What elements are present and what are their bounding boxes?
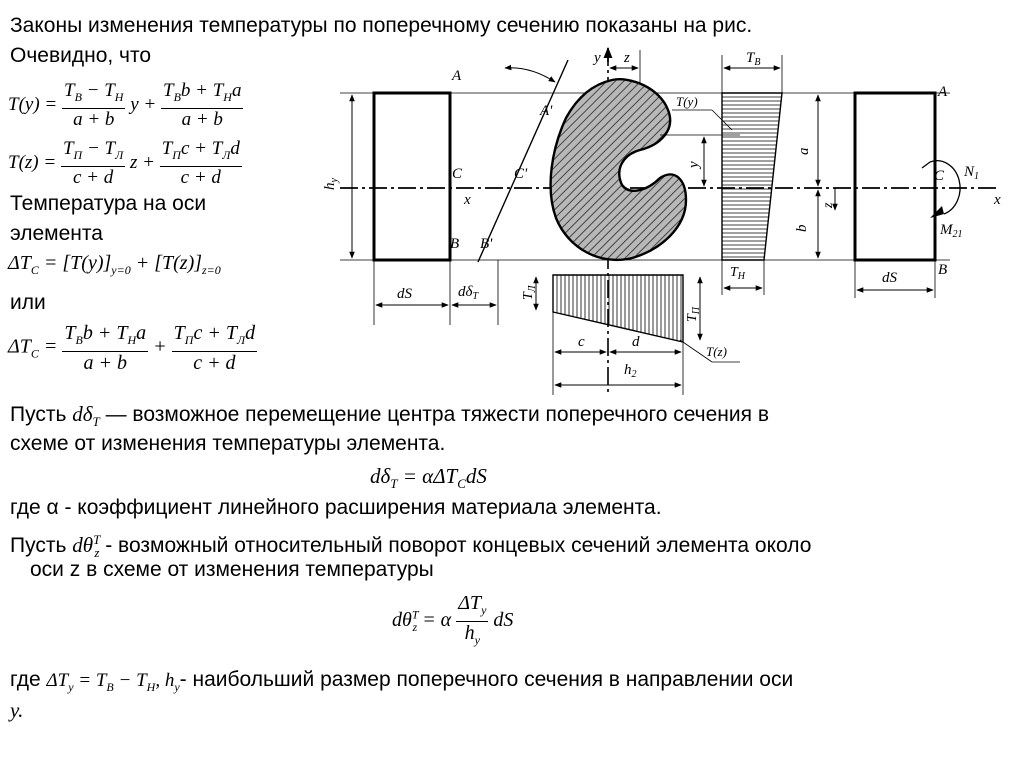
label-c-dim: c xyxy=(578,334,585,350)
ddT-label: $d\delta_T$ xyxy=(458,284,479,302)
label-y-axis: y xyxy=(594,50,601,66)
label-B-right: B xyxy=(938,262,948,278)
label-b-dim: b xyxy=(794,224,810,232)
label-Tz: T(z) xyxy=(706,344,727,359)
label-C-right: C xyxy=(934,168,945,184)
right-element-rect xyxy=(855,93,935,260)
dS-right-label: dS xyxy=(882,270,897,286)
label-y-dim: y xyxy=(686,161,702,168)
text-line-scheme: схеме от изменения температуры элемента. xyxy=(10,432,446,455)
label-z-right: z xyxy=(821,202,836,208)
temperature-diagram-z xyxy=(553,275,683,342)
formula-T-z: T(z) = $\frac{T_П - T_Л}{c + d}$ z + $\frac{T_Пc + T_Лd}{c + d}$ xyxy=(8,138,240,188)
formula-d-delta-T: $d\delta_T = \alpha\Delta T_CdS$ xyxy=(370,464,487,492)
formula-dTc-brackets: $\Delta T_C = [T(y)]_{y=0} + [T(z)]_{z=0}$ xyxy=(8,252,221,277)
label-A-prime: A' xyxy=(540,103,553,119)
label-Ty: T(y) xyxy=(676,94,698,109)
text-line-obviously: Очевидно, что xyxy=(10,44,152,67)
text-line-alpha: где α - коэффициент линейного расширения материала элемента. xyxy=(10,496,662,519)
cross-section-shape xyxy=(551,79,686,260)
label-M21: $M_{21}$ xyxy=(940,222,963,240)
text-line-where-dTy: где $\Delta T_y = T_В - T_Н$, $h_y-$ наибольший размер поперечного сечения в направлении оси xyxy=(10,668,794,694)
label-h2: $h_2$ xyxy=(624,362,637,380)
label-A-right: A xyxy=(938,84,948,100)
label-a-dim: a xyxy=(796,147,812,155)
text-line-element: элемента xyxy=(10,222,103,245)
formula-T-y: T(y) = $\frac{T_В - T_Н}{a + b}$ y + $\frac{T_Вb + T_Нa}{a + b}$ xyxy=(8,80,242,130)
text-line-let-dth: Пусть $d\theta^T_z$ - возможный относительный поворот концевых сечений элемента около xyxy=(10,532,812,561)
label-d-dim: d xyxy=(632,334,640,350)
label-TH: $T_H$ xyxy=(730,265,746,282)
text-line-let-dd: Пусть $d\delta_T$ — возможное перемещение центра тяжести поперечного сечения в xyxy=(10,402,769,430)
label-B-prime: B' xyxy=(480,236,493,252)
label-TP: $T_П$ xyxy=(685,306,702,322)
label-N1: $N_1$ xyxy=(964,164,980,182)
text-line-intro: Законы изменения температуры по поперечному сечению показаны на рис. xyxy=(10,14,753,37)
text-line-axis-y: y. xyxy=(10,698,24,722)
dS-left-label: dS xyxy=(397,286,412,302)
text-line-axis-temp: Температура на оси xyxy=(10,192,207,215)
label-z-top: z xyxy=(624,50,630,66)
label-x-left: x xyxy=(464,192,471,208)
temperature-diagram-y xyxy=(722,93,782,260)
label-TB: $T_B$ xyxy=(746,50,761,68)
label-x-right: x xyxy=(994,192,1001,208)
hy-label: $h_y$ xyxy=(322,178,340,190)
text-line-axis-z: оси z в схеме от изменения температуры xyxy=(30,558,434,581)
label-B-left: B xyxy=(450,236,460,252)
left-element-rect xyxy=(374,93,450,260)
label-C-prime: C' xyxy=(514,166,528,182)
formula-d-theta: $d\theta^T_z = \alpha$ $\frac{\Delta T_y}{h_y}$ dS xyxy=(392,592,514,647)
label-A-left: A xyxy=(452,68,462,84)
label-TL: $T_Л$ xyxy=(521,285,538,300)
label-C-left: C xyxy=(452,166,463,182)
formula-dTc-fractions: $\Delta T_C$ = $\frac{T_Вb + T_Нa}{a + b}$ + $\frac{T_Пc + T_Лd}{c + d}$ xyxy=(8,322,256,374)
text-line-or: или xyxy=(10,291,46,314)
